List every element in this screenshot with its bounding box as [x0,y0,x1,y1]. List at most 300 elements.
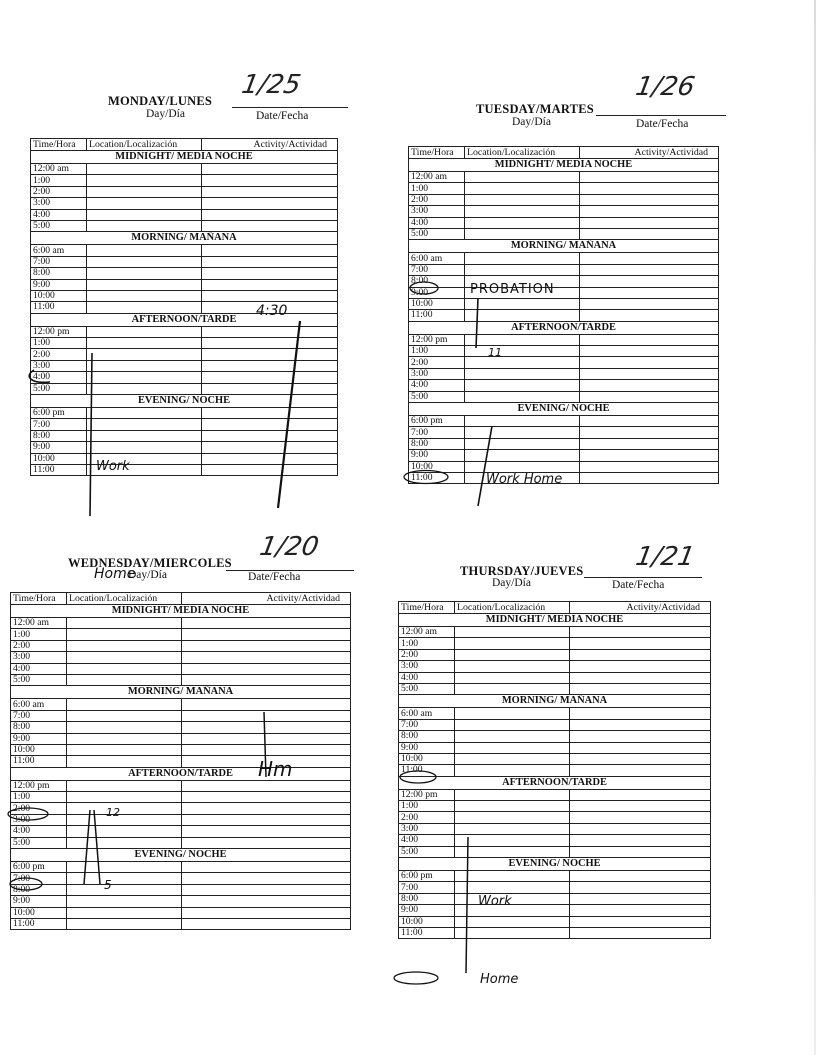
location-cell[interactable] [465,253,580,264]
handwritten-text: PROBATION [470,282,555,297]
activity-cell[interactable] [580,172,719,183]
activity-cell[interactable] [580,310,719,321]
location-cell[interactable] [465,472,580,483]
time-cell: 7:00 [11,710,67,721]
location-cell[interactable] [455,719,570,730]
activity-cell[interactable] [182,640,351,651]
location-cell[interactable] [465,461,580,472]
time-row [409,194,719,205]
activity-cell[interactable] [202,360,338,371]
date-line [232,107,348,108]
time-row [409,228,719,239]
location-cell[interactable] [67,803,182,814]
location-cell[interactable] [455,731,570,742]
activity-cell[interactable] [182,814,351,825]
day-sublabel: Day/Día [128,569,167,581]
activity-cell[interactable] [202,464,338,475]
activity-cell[interactable] [182,629,351,640]
time-row [11,792,351,803]
activity-cell[interactable] [182,792,351,803]
location-cell[interactable] [455,789,570,800]
activity-cell[interactable] [570,742,711,753]
time-row [409,310,719,321]
time-cell: 9:00 [11,896,67,907]
location-cell[interactable] [455,823,570,834]
activity-cell[interactable] [202,326,338,337]
activity-cell[interactable] [202,453,338,464]
activity-cell[interactable] [202,442,338,453]
location-cell[interactable] [67,699,182,710]
activity-cell[interactable] [580,346,719,357]
activity-cell[interactable] [182,780,351,791]
activity-cell[interactable] [570,905,711,916]
handwritten-text: 5 [104,878,112,892]
activity-cell[interactable] [202,302,338,313]
location-cell[interactable] [465,298,580,309]
location-cell[interactable] [465,228,580,239]
time-row [409,461,719,472]
activity-cell[interactable] [570,731,711,742]
location-cell[interactable] [87,453,202,464]
time-row [399,835,711,846]
location-cell[interactable] [87,220,202,231]
location-cell[interactable] [67,629,182,640]
time-cell: 11:00 [399,765,455,776]
section-midnight: MIDNIGHT/ MEDIA NOCHE [11,605,351,618]
time-row [11,722,351,733]
location-cell[interactable] [455,905,570,916]
time-cell: 7:00 [409,427,465,438]
location-cell[interactable] [87,383,202,394]
activity-cell[interactable] [202,419,338,430]
time-cell: 6:00 pm [399,871,455,882]
time-row [11,837,351,848]
time-cell: 12:00 am [31,164,87,175]
activity-cell[interactable] [202,186,338,197]
location-cell[interactable] [455,882,570,893]
location-cell[interactable] [455,683,570,694]
activity-cell[interactable] [580,416,719,427]
activity-cell[interactable] [580,217,719,228]
date-line [596,115,726,116]
time-row [399,893,711,904]
activity-cell[interactable] [580,206,719,217]
time-cell: 8:00 [31,268,87,279]
location-cell[interactable] [455,708,570,719]
time-row [399,638,711,649]
handwritten-date: 1/20 [257,532,322,562]
time-cell: 7:00 [31,419,87,430]
location-cell[interactable] [67,733,182,744]
activity-cell[interactable] [202,408,338,419]
location-cell[interactable] [455,893,570,904]
location-cell[interactable] [67,722,182,733]
location-cell[interactable] [455,871,570,882]
location-cell[interactable] [67,792,182,803]
location-cell[interactable] [455,627,570,638]
column-header-row [409,147,719,159]
location-cell[interactable] [87,360,202,371]
location-cell[interactable] [67,652,182,663]
time-cell: 6:00 am [11,699,67,710]
activity-cell[interactable] [580,391,719,402]
activity-cell[interactable] [202,198,338,209]
time-row [31,175,338,186]
activity-cell[interactable] [202,164,338,175]
location-cell[interactable] [455,661,570,672]
activity-cell[interactable] [580,228,719,239]
time-cell: 6:00 pm [31,408,87,419]
activity-cell[interactable] [580,450,719,461]
location-cell[interactable] [67,907,182,918]
time-cell: 2:00 [11,640,67,651]
date-sublabel: Date/Fecha [612,579,665,591]
day-name: THURSDAY/JUEVES [460,564,584,578]
activity-cell[interactable] [182,803,351,814]
time-row [399,801,711,812]
activity-cell[interactable] [570,882,711,893]
location-cell[interactable] [67,826,182,837]
location-cell[interactable] [67,756,182,767]
section-morning: MORNING/ MAÑANA [399,695,711,708]
time-row [31,372,338,383]
location-column-header: Location/Localización [67,593,182,605]
time-row [11,862,351,873]
activity-cell[interactable] [182,918,351,929]
activity-cell[interactable] [570,672,711,683]
time-cell: 3:00 [31,198,87,209]
activity-cell[interactable] [570,801,711,812]
day-name: WEDNESDAY/MIERCOLES [68,556,232,570]
location-cell[interactable] [87,338,202,349]
time-row [11,896,351,907]
time-cell: 10:00 [31,290,87,301]
time-row [11,674,351,685]
time-row [399,789,711,800]
activity-cell[interactable] [570,823,711,834]
location-cell[interactable] [465,217,580,228]
activity-cell[interactable] [182,907,351,918]
activity-cell[interactable] [570,835,711,846]
location-cell[interactable] [67,873,182,884]
activity-cell[interactable] [580,264,719,275]
time-row [409,357,719,368]
time-cell: 12:00 am [11,618,67,629]
activity-cell[interactable] [202,338,338,349]
section-evening: EVENING/ NOCHE [409,403,719,416]
activity-cell[interactable] [202,256,338,267]
location-cell[interactable] [67,663,182,674]
activity-cell[interactable] [202,290,338,301]
location-cell[interactable] [87,419,202,430]
time-row [31,338,338,349]
time-row [399,683,711,694]
day-name: MONDAY/LUNES [108,94,213,108]
location-cell[interactable] [465,194,580,205]
activity-cell[interactable] [182,733,351,744]
activity-cell[interactable] [580,461,719,472]
activity-cell[interactable] [182,756,351,767]
activity-cell[interactable] [182,862,351,873]
location-cell[interactable] [455,765,570,776]
location-cell[interactable] [455,846,570,857]
time-cell: 8:00 [31,430,87,441]
location-cell[interactable] [87,290,202,301]
handwritten-text: Work [478,894,512,909]
activity-cell[interactable] [202,349,338,360]
activity-cell[interactable] [182,652,351,663]
location-cell[interactable] [67,814,182,825]
activity-cell[interactable] [580,183,719,194]
location-cell[interactable] [87,442,202,453]
time-row [11,652,351,663]
location-cell[interactable] [87,175,202,186]
time-row [11,826,351,837]
activity-cell[interactable] [182,896,351,907]
time-cell: 12:00 pm [11,780,67,791]
time-cell: 4:00 [409,380,465,391]
location-cell[interactable] [67,918,182,929]
activity-cell[interactable] [570,927,711,938]
activity-cell[interactable] [570,627,711,638]
activity-cell[interactable] [202,430,338,441]
day-panel-tuesday [408,72,719,487]
location-cell[interactable] [465,416,580,427]
location-cell[interactable] [87,164,202,175]
location-cell[interactable] [465,334,580,345]
time-row [11,918,351,929]
location-cell[interactable] [455,753,570,764]
activity-cell[interactable] [570,683,711,694]
time-cell: 5:00 [31,220,87,231]
time-cell: 4:00 [399,835,455,846]
location-cell[interactable] [465,310,580,321]
handwritten-date: 1/21 [633,542,698,572]
activity-cell[interactable] [202,372,338,383]
activity-cell[interactable] [202,175,338,186]
location-cell[interactable] [465,391,580,402]
location-cell[interactable] [87,256,202,267]
time-row [399,627,711,638]
location-cell[interactable] [67,884,182,895]
activity-cell[interactable] [570,812,711,823]
activity-cell[interactable] [182,618,351,629]
activity-log-table [408,146,719,484]
activity-cell[interactable] [182,873,351,884]
activity-cell[interactable] [182,699,351,710]
location-cell[interactable] [67,896,182,907]
location-cell[interactable] [67,640,182,651]
activity-cell[interactable] [580,194,719,205]
time-row [11,744,351,755]
location-cell[interactable] [87,209,202,220]
time-cell: 11:00 [409,472,465,483]
time-cell: 2:00 [409,357,465,368]
location-cell[interactable] [87,245,202,256]
activity-cell[interactable] [202,220,338,231]
location-cell[interactable] [455,672,570,683]
activity-log-table [398,601,711,939]
location-cell[interactable] [465,438,580,449]
activity-cell[interactable] [570,916,711,927]
location-cell[interactable] [67,674,182,685]
time-cell: 1:00 [11,792,67,803]
location-cell[interactable] [465,380,580,391]
day-header [30,70,338,138]
activity-cell[interactable] [202,279,338,290]
activity-cell[interactable] [570,649,711,660]
activity-cell[interactable] [580,287,719,298]
location-cell[interactable] [87,279,202,290]
time-row [11,618,351,629]
activity-cell[interactable] [570,871,711,882]
activity-cell[interactable] [580,334,719,345]
activity-cell[interactable] [580,253,719,264]
location-cell[interactable] [67,837,182,848]
location-cell[interactable] [67,862,182,873]
activity-cell[interactable] [570,708,711,719]
location-cell[interactable] [455,835,570,846]
location-cell[interactable] [465,427,580,438]
time-cell: 2:00 [31,186,87,197]
time-row [409,183,719,194]
activity-cell[interactable] [570,719,711,730]
activity-log-table [10,592,351,930]
activity-cell[interactable] [182,837,351,848]
time-cell: 11:00 [31,464,87,475]
time-row [399,882,711,893]
time-cell: 5:00 [409,228,465,239]
time-cell: 6:00 am [31,245,87,256]
location-cell[interactable] [465,287,580,298]
time-cell: 7:00 [399,882,455,893]
location-cell[interactable] [67,618,182,629]
activity-cell[interactable] [580,357,719,368]
location-cell[interactable] [465,206,580,217]
time-cell: 3:00 [11,814,67,825]
day-sublabel: Day/Día [492,577,531,589]
activity-cell[interactable] [202,245,338,256]
activity-cell[interactable] [182,722,351,733]
location-cell[interactable] [87,408,202,419]
activity-cell[interactable] [570,789,711,800]
location-cell[interactable] [87,186,202,197]
time-row [409,172,719,183]
time-cell: 9:00 [399,742,455,753]
location-cell[interactable] [465,357,580,368]
activity-cell[interactable] [182,710,351,721]
location-cell[interactable] [455,649,570,660]
activity-cell[interactable] [580,368,719,379]
location-cell[interactable] [455,927,570,938]
activity-cell[interactable] [570,638,711,649]
location-cell[interactable] [465,172,580,183]
time-row [409,427,719,438]
activity-cell[interactable] [202,383,338,394]
location-cell[interactable] [465,346,580,357]
activity-cell[interactable] [182,884,351,895]
time-cell: 12:00 pm [399,789,455,800]
time-row [11,699,351,710]
location-cell[interactable] [465,276,580,287]
section-afternoon: AFTERNOON/TARDE [409,321,719,334]
time-cell: 7:00 [11,873,67,884]
location-cell[interactable] [465,450,580,461]
time-cell: 10:00 [409,461,465,472]
time-cell: 9:00 [11,733,67,744]
location-cell[interactable] [87,372,202,383]
activity-cell[interactable] [570,753,711,764]
location-cell[interactable] [87,349,202,360]
time-cell: 1:00 [409,346,465,357]
location-cell[interactable] [87,302,202,313]
section-afternoon: AFTERNOON/TARDE [31,313,338,326]
time-cell: 3:00 [11,652,67,663]
activity-cell[interactable] [580,427,719,438]
activity-cell[interactable] [182,674,351,685]
activity-cell[interactable] [182,744,351,755]
activity-cell[interactable] [580,276,719,287]
activity-cell[interactable] [202,268,338,279]
time-row [399,916,711,927]
location-cell[interactable] [67,710,182,721]
time-row [409,264,719,275]
location-cell[interactable] [87,326,202,337]
activity-cell[interactable] [570,893,711,904]
time-cell: 10:00 [11,744,67,755]
location-cell[interactable] [87,430,202,441]
activity-cell[interactable] [182,826,351,837]
location-cell[interactable] [465,264,580,275]
location-cell[interactable] [455,638,570,649]
location-cell[interactable] [455,812,570,823]
time-cell: 9:00 [399,905,455,916]
activity-cell[interactable] [570,661,711,672]
time-row [31,408,338,419]
time-cell: 1:00 [11,629,67,640]
time-row [11,756,351,767]
location-cell[interactable] [67,744,182,755]
time-row [31,383,338,394]
location-cell[interactable] [455,742,570,753]
activity-cell[interactable] [570,846,711,857]
time-row [409,287,719,298]
location-cell[interactable] [87,464,202,475]
activity-cell[interactable] [202,209,338,220]
time-row [31,256,338,267]
time-row [31,198,338,209]
location-cell[interactable] [87,268,202,279]
time-row [409,450,719,461]
activity-cell[interactable] [580,438,719,449]
location-cell[interactable] [455,801,570,812]
location-cell[interactable] [67,780,182,791]
location-cell[interactable] [465,368,580,379]
time-row [11,733,351,744]
activity-cell[interactable] [580,298,719,309]
activity-cell[interactable] [182,663,351,674]
activity-cell[interactable] [570,765,711,776]
location-cell[interactable] [465,183,580,194]
column-header-row [399,602,711,614]
activity-cell[interactable] [580,380,719,391]
activity-cell[interactable] [580,472,719,483]
location-cell[interactable] [455,916,570,927]
location-cell[interactable] [87,198,202,209]
time-row [31,453,338,464]
time-row [31,209,338,220]
time-cell: 9:00 [31,279,87,290]
